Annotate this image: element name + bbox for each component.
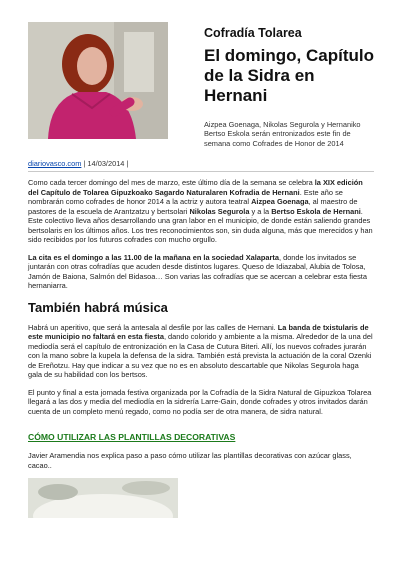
related-article-text: Javier Aramendia nos explica paso a paso cómo utilizar las plantillas decorativas con azúcar glass, cacao.. — [28, 451, 352, 470]
paragraph-4: El punto y final a esta jornada festiva organizada por la Cofradía de la Sidra Natural de Gipuzkoa Tolarea llegará a las dos y media del mediodía en la sidrería Larre-Gain, donde cofrades y otros invitados darán cuenta de un completo menú regado, como no podía ser de otra manera, de sidra natural. — [28, 387, 372, 416]
article-hero — [28, 22, 374, 148]
byline-divider — [28, 171, 374, 172]
plate-photo-illustration — [28, 478, 178, 518]
byline — [28, 159, 374, 168]
related-article-thumbnail[interactable] — [28, 478, 178, 518]
subheading-music: También habrá música — [28, 299, 168, 315]
section-label: Cofradía Tolarea — [204, 26, 302, 40]
article-headline: El domingo, Capítulo de la Sidra en Hernani — [204, 46, 374, 105]
paragraph-3: Habrá un aperitivo, que será la antesala al desfile por las calles de Hernani. La banda de txistularis de este municipio no faltará en esta fiesta, dando colorido y ambiente a la misma. Alrededor de la una del mediodía será el capítulo de entronización en la Casa de Cutura Biteri. Allí, los nuevos cofrades jurarán con la mano sobre la kupela la defensa de la sidra. También está prevista la actuación de la coral Ozenki de Ereñotzu. Hay que indicar a su vez que no es en absoluto descartable que Nikolas Segurola haga gala de su habilidad con los bertsos. — [28, 322, 373, 379]
paragraph-1: Como cada tercer domingo del mes de marzo, este último día de la semana se celebra la XIX edición del Capítulo de Tolarea Gipuzkoako Sagardo Naturalaren Kofradia de Hernani. Este año se nombrarán como cofrades de honor 2014 a la actriz y autora teatral Aizpea Goenaga, al maestro de pastores de la escuela de Arantzatzu y bertsolari Nikolas Segurola y a la Bertso Eskola de Hernani. Este colectivo lleva años desarrollando una gran labor en el municipio, de donde están saliendo grandes bertsolaris en los últimos años. Los tres reconocimientos son, sin duda alguna, más que merecidos y han sido recibidos por los futuros cofrades con mucho orgullo. — [28, 178, 373, 244]
woman-photo-illustration — [28, 22, 168, 139]
related-article-link[interactable]: CÓMO UTILIZAR LAS PLANTILLAS DECORATIVAS — [28, 432, 236, 442]
paragraph-2: La cita es el domingo a las 11.00 de la mañana en la sociedad Xalaparta, donde los invitados se juntarán con otras cofradías que acuden desde distintos lugares. Queso de Idiazabal, Alubia de Tolosa, Jamón de Baiona, Salmón del Bidasoa… Son varias las cofradías que se acercan a celebrar esta fiesta hernaniarra. — [28, 252, 367, 290]
hero-text — [204, 22, 376, 148]
article — [28, 22, 374, 518]
source-link[interactable]: diariovasco.com — [28, 159, 82, 168]
article-dek: Aizpea Goenaga, Nikolas Segurola y Hernaniko Bertso Eskola serán entronizados este fin de semana como Cofrades de Honor de 2014 — [204, 120, 361, 148]
byline-date: | 14/03/2014 | — [81, 159, 129, 168]
hero-photo — [28, 22, 168, 139]
